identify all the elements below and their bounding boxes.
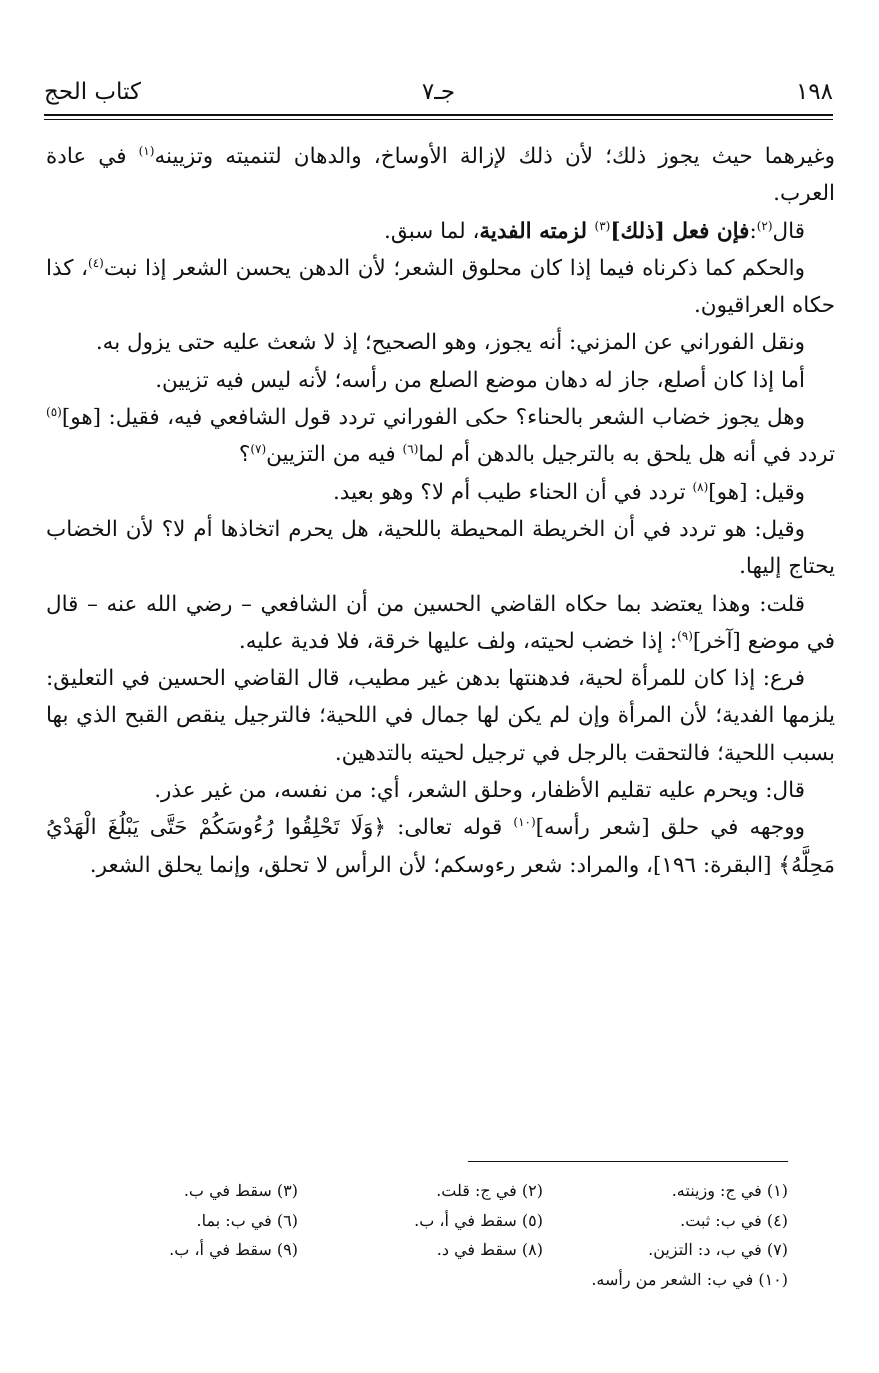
footnote-row [53, 1265, 788, 1295]
footnote: (٣) سقط في ب. [183, 1181, 298, 1200]
text-run: فإن فعل [ذلك] [610, 218, 750, 244]
paragraph [46, 474, 835, 511]
footnote-ref: (٨) [692, 479, 709, 494]
footnote-ref: (٦) [402, 442, 419, 457]
footnote-ref: (١٠) [513, 815, 536, 830]
footnote: (٨) سقط في د. [436, 1240, 543, 1259]
text-run: ؟ [238, 442, 251, 468]
footnotes [53, 1176, 788, 1294]
text-run: : [749, 218, 757, 244]
footnote-ref: (٧) [250, 442, 267, 457]
main-text [46, 138, 835, 884]
footnote: (٦) في ب: بما. [196, 1210, 298, 1230]
paragraph [46, 324, 835, 361]
running-header [44, 72, 833, 112]
footnote-ref: (١) [138, 143, 155, 158]
text-run: ونقل الفوراني عن المزني: أنه يجوز، وهو الصحيح؛ إذ لا شعث عليه حتى يزول به. [95, 330, 805, 356]
footnote-row [53, 1206, 788, 1236]
text-run: قال: ويحرم عليه تقليم الأظفار، وحلق الشعر، أي: من نفسه، من غير عذر. [154, 778, 805, 804]
text-run: ، كذا حكاه العراقيون. [46, 255, 835, 319]
text-run: تردد في أن الحناء طيب أم لا؟ وهو بعيد. [332, 479, 693, 505]
paragraph [46, 511, 835, 586]
paragraph [46, 586, 835, 661]
text-run: فيه من التزيين [266, 442, 403, 468]
text-run: لزمته الفدية [479, 218, 595, 244]
text-run: قوله تعالى: ﴿وَلَا تَحْلِقُوا رُءُوسَكُمْ حَتَّى يَبْلُغَ الْهَدْيُ مَحِلَّهُ﴾ [البقرة: ١٩٦]، والمراد: شعر رءوسكم؛ لأن الرأس لا تحلق، وإنما يحلق الشعر. [46, 815, 835, 878]
page-number: ١٩٨ [795, 79, 833, 105]
footnote-row [53, 1176, 788, 1206]
paragraph [46, 772, 835, 809]
text-run: ووجهه في حلق [شعر رأسه] [535, 815, 805, 841]
text-run: فرع: إذا كان للمرأة لحية، فدهنتها بدهن غير مطيب، قال القاضي الحسين في التعليق: يلزمها الفدية؛ لأن المرأة وإن لم يكن لها جمال في اللحية؛ فالترجيل ينقص القبح الذي بها بسبب اللحية؛ فالتحقت بالرجل في ترجيل لحيته بالتدهين. [46, 666, 835, 766]
paragraph [46, 213, 835, 250]
footnote: (٢) في ج: قلت. [436, 1181, 543, 1200]
text-run: وقيل: هو تردد في أن الخريطة المحيطة باللحية، هل يحرم اتخاذها أم لا؟ لأن الخضاب يحتاج إليها. [46, 516, 835, 580]
footnote: (٤) في ب: ثبت. [680, 1210, 788, 1230]
footnote-ref: (٥) [46, 404, 62, 419]
text-run: وغيرهما حيث يجوز ذلك؛ لأن ذلك لإزالة الأوساخ، والدهان لتنميته وتزيينه [154, 144, 835, 169]
footnote: (١٠) في ب: الشعر من رأسه. [591, 1269, 788, 1289]
text-run: تردد في أنه هل يلحق به بالترجيل بالدهن أم لما [418, 442, 835, 468]
footnote-ref: (٩) [677, 628, 693, 643]
text-run: قلت: وهذا يعتضد بما حكاه القاضي الحسين من أن الشافعي – رضي الله عنه – قال في موضع [آخر] [46, 591, 835, 654]
footnote: (٥) سقط في أ، ب. [414, 1210, 543, 1230]
footnote-ref: (٣) [594, 218, 611, 233]
footnote-row [53, 1235, 788, 1265]
header-rule-thin [44, 119, 833, 120]
book-title: كتاب الحج [44, 79, 141, 105]
footnote-ref: (٤) [88, 255, 104, 270]
footnote-ref: (٢) [756, 218, 773, 233]
paragraph [46, 399, 835, 474]
paragraph [46, 660, 835, 772]
footnote: (٧) في ب، د: التزين. [648, 1240, 788, 1259]
paragraph [46, 250, 835, 325]
header-rule [44, 114, 833, 116]
text-run: ، لما سبق. [383, 218, 480, 244]
footnote: (٩) سقط في أ، ب. [169, 1240, 298, 1259]
text-run: والحكم كما ذكرناه فيما إذا كان محلوق الشعر؛ لأن الدهن يحسن الشعر إذا نبت [103, 255, 805, 281]
text-run: قال [772, 218, 805, 244]
text-run: وقيل: [هو] [708, 479, 805, 505]
volume-label: جـ٧ [421, 79, 456, 105]
paragraph [46, 809, 835, 884]
text-run: : إذا خضب لحيته، ولف عليها خرقة، فلا فدية عليه. [238, 628, 678, 654]
paragraph [46, 362, 835, 399]
text-run: أما إذا كان أصلع، جاز له دهان موضع الصلع من رأسه؛ لأنه ليس فيه تزيين. [155, 367, 805, 393]
footnote: (١) في ج: وزينته. [671, 1181, 788, 1200]
paragraph [46, 138, 835, 213]
text-run: وهل يجوز خضاب الشعر بالحناء؟ حكى الفوراني تردد قول الشافعي فيه، فقيل: [هو] [61, 405, 805, 431]
footnote-separator [468, 1161, 788, 1162]
text-run: في عادة العرب. [46, 144, 835, 207]
